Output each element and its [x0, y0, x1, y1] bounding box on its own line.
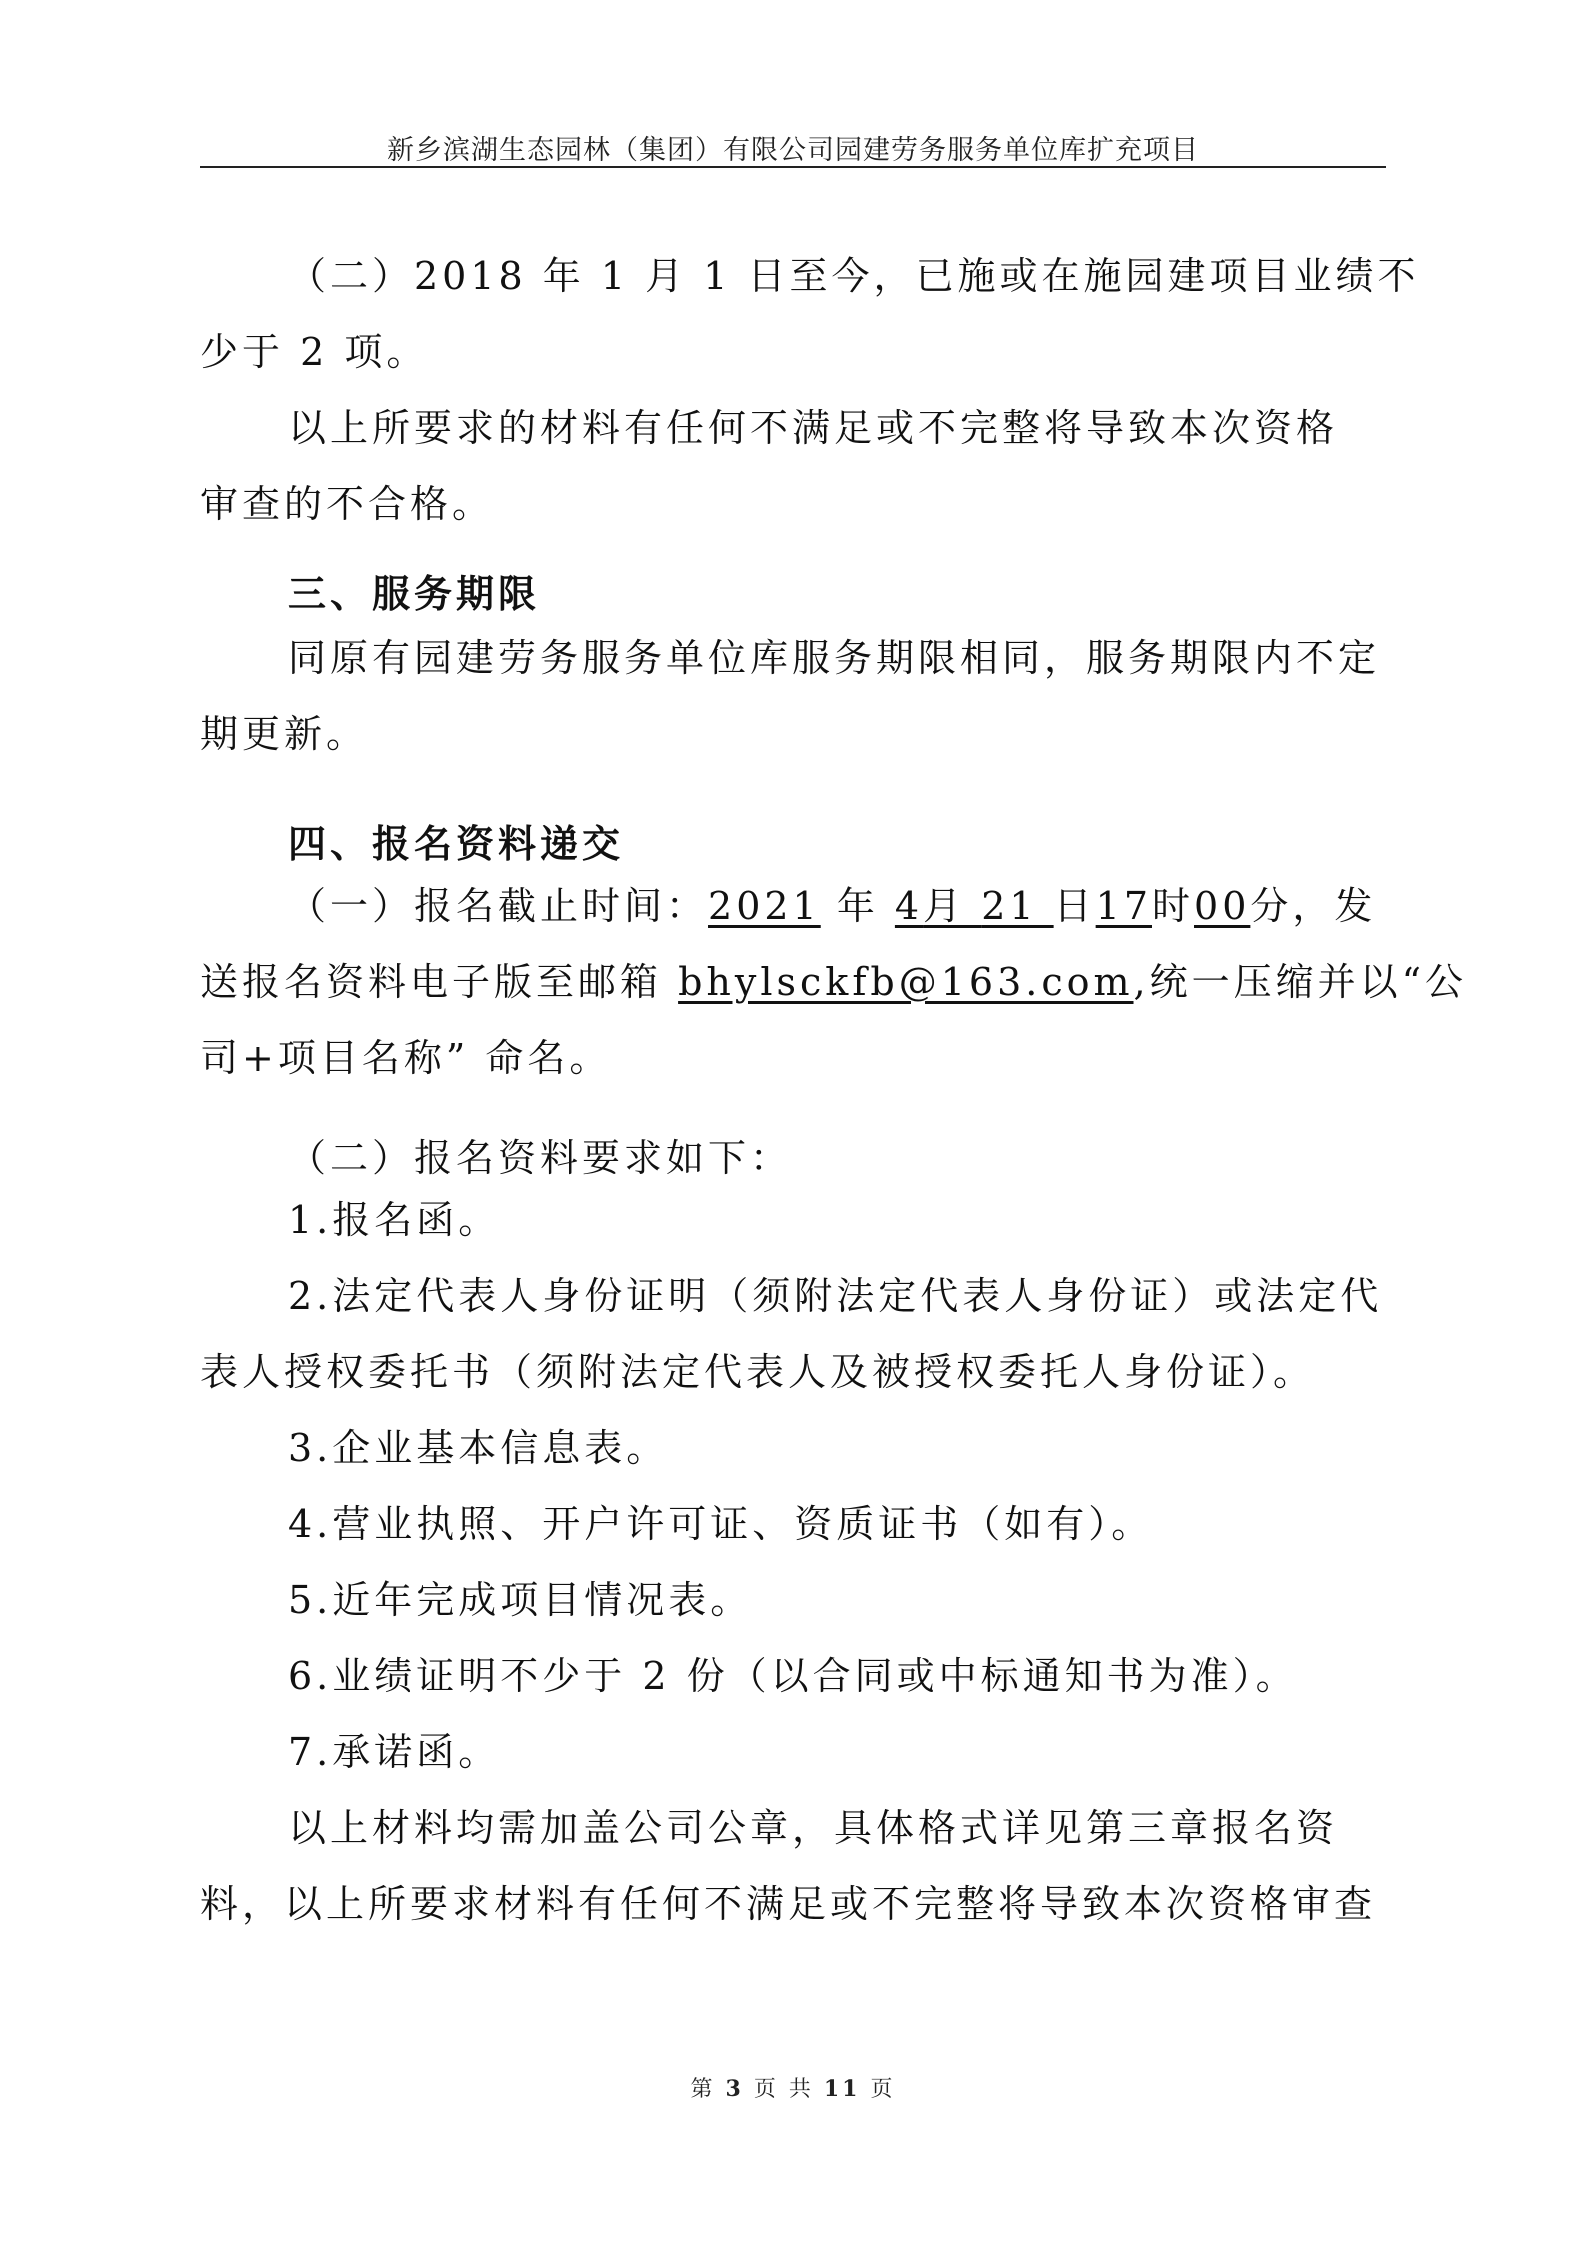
email-label: 送报名资料电子版至邮箱: [200, 960, 679, 1004]
list-item: 7.承诺函。: [288, 1730, 501, 1774]
paragraph-disqualification-note-cont: 审查的不合格。: [200, 482, 495, 526]
email-instruction: ,统一压缩并以“公: [1133, 960, 1468, 1004]
deadline-minute: 00: [1194, 884, 1251, 928]
submission-email-link[interactable]: bhylsckfb@163.com: [678, 960, 1134, 1004]
footer-prefix: 第: [690, 2077, 726, 2102]
list-item-cont: 表人授权委托书（须附法定代表人及被授权委托人身份证）。: [200, 1350, 1316, 1394]
paragraph-requirements-intro: （二）报名资料要求如下：: [288, 1136, 793, 1180]
paragraph-deadline-email-line: [200, 944, 1468, 1020]
paragraph-deadline: [200, 868, 1474, 944]
deadline-month-unit: 月: [923, 884, 982, 928]
total-page-count: 11: [823, 2076, 861, 2102]
list-item: 2.法定代表人身份证明（须附法定代表人身份证）或法定代: [288, 1274, 1383, 1318]
deadline-day-unit: 日: [1053, 884, 1096, 928]
list-item: 5.近年完成项目情况表。: [288, 1578, 753, 1622]
footer-middle: 页 共: [743, 2077, 824, 2102]
current-page-number: 3: [725, 2076, 744, 2102]
paragraph-closing: 以上材料均需加盖公司公章，具体格式详见第三章报名资: [288, 1806, 1339, 1850]
list-item: 3.企业基本信息表。: [288, 1426, 669, 1470]
deadline-minute-unit: 分，发: [1250, 884, 1377, 928]
deadline-label: （一）报名截止时间：: [288, 884, 709, 928]
deadline-year-unit: 年: [820, 884, 895, 928]
footer-suffix: 页: [860, 2077, 896, 2102]
running-header: 新乡滨湖生态园林（集团）有限公司园建劳务服务单位库扩充项目: [387, 135, 1199, 166]
list-item: 6.业绩证明不少于 2 份（以合同或中标通知书为准）。: [288, 1654, 1298, 1698]
page-number-footer: [0, 2072, 1586, 2103]
section-heading-submission: 四、报名资料递交: [288, 821, 625, 866]
section-heading-service-period: 三、服务期限: [288, 571, 541, 616]
header-divider: [200, 166, 1386, 168]
deadline-hour-unit: 时: [1152, 884, 1195, 928]
deadline-year: 2021: [708, 884, 821, 928]
paragraph-service-period: 同原有园建劳务服务单位库服务期限相同，服务期限内不定: [288, 636, 1381, 680]
paragraph-service-period-cont: 期更新。: [200, 712, 369, 756]
paragraph-performance-requirement-cont: 少于 2 项。: [200, 330, 429, 374]
list-item: 4.营业执照、开户许可证、资质证书（如有）。: [288, 1502, 1154, 1546]
list-item: 1.报名函。: [288, 1198, 501, 1242]
deadline-hour: 17: [1095, 884, 1152, 928]
paragraph-performance-requirement: （二）2018 年 1 月 1 日至今，已施或在施园建项目业绩不: [288, 254, 1420, 298]
paragraph-disqualification-note: 以上所要求的材料有任何不满足或不完整将导致本次资格: [288, 406, 1339, 450]
paragraph-closing-cont: 料，以上所要求材料有任何不满足或不完整将导致本次资格审查: [200, 1882, 1377, 1926]
paragraph-naming-rule: 司+项目名称” 命名。: [200, 1036, 612, 1080]
deadline-month: 4: [894, 884, 924, 928]
deadline-day: 21: [981, 884, 1054, 928]
